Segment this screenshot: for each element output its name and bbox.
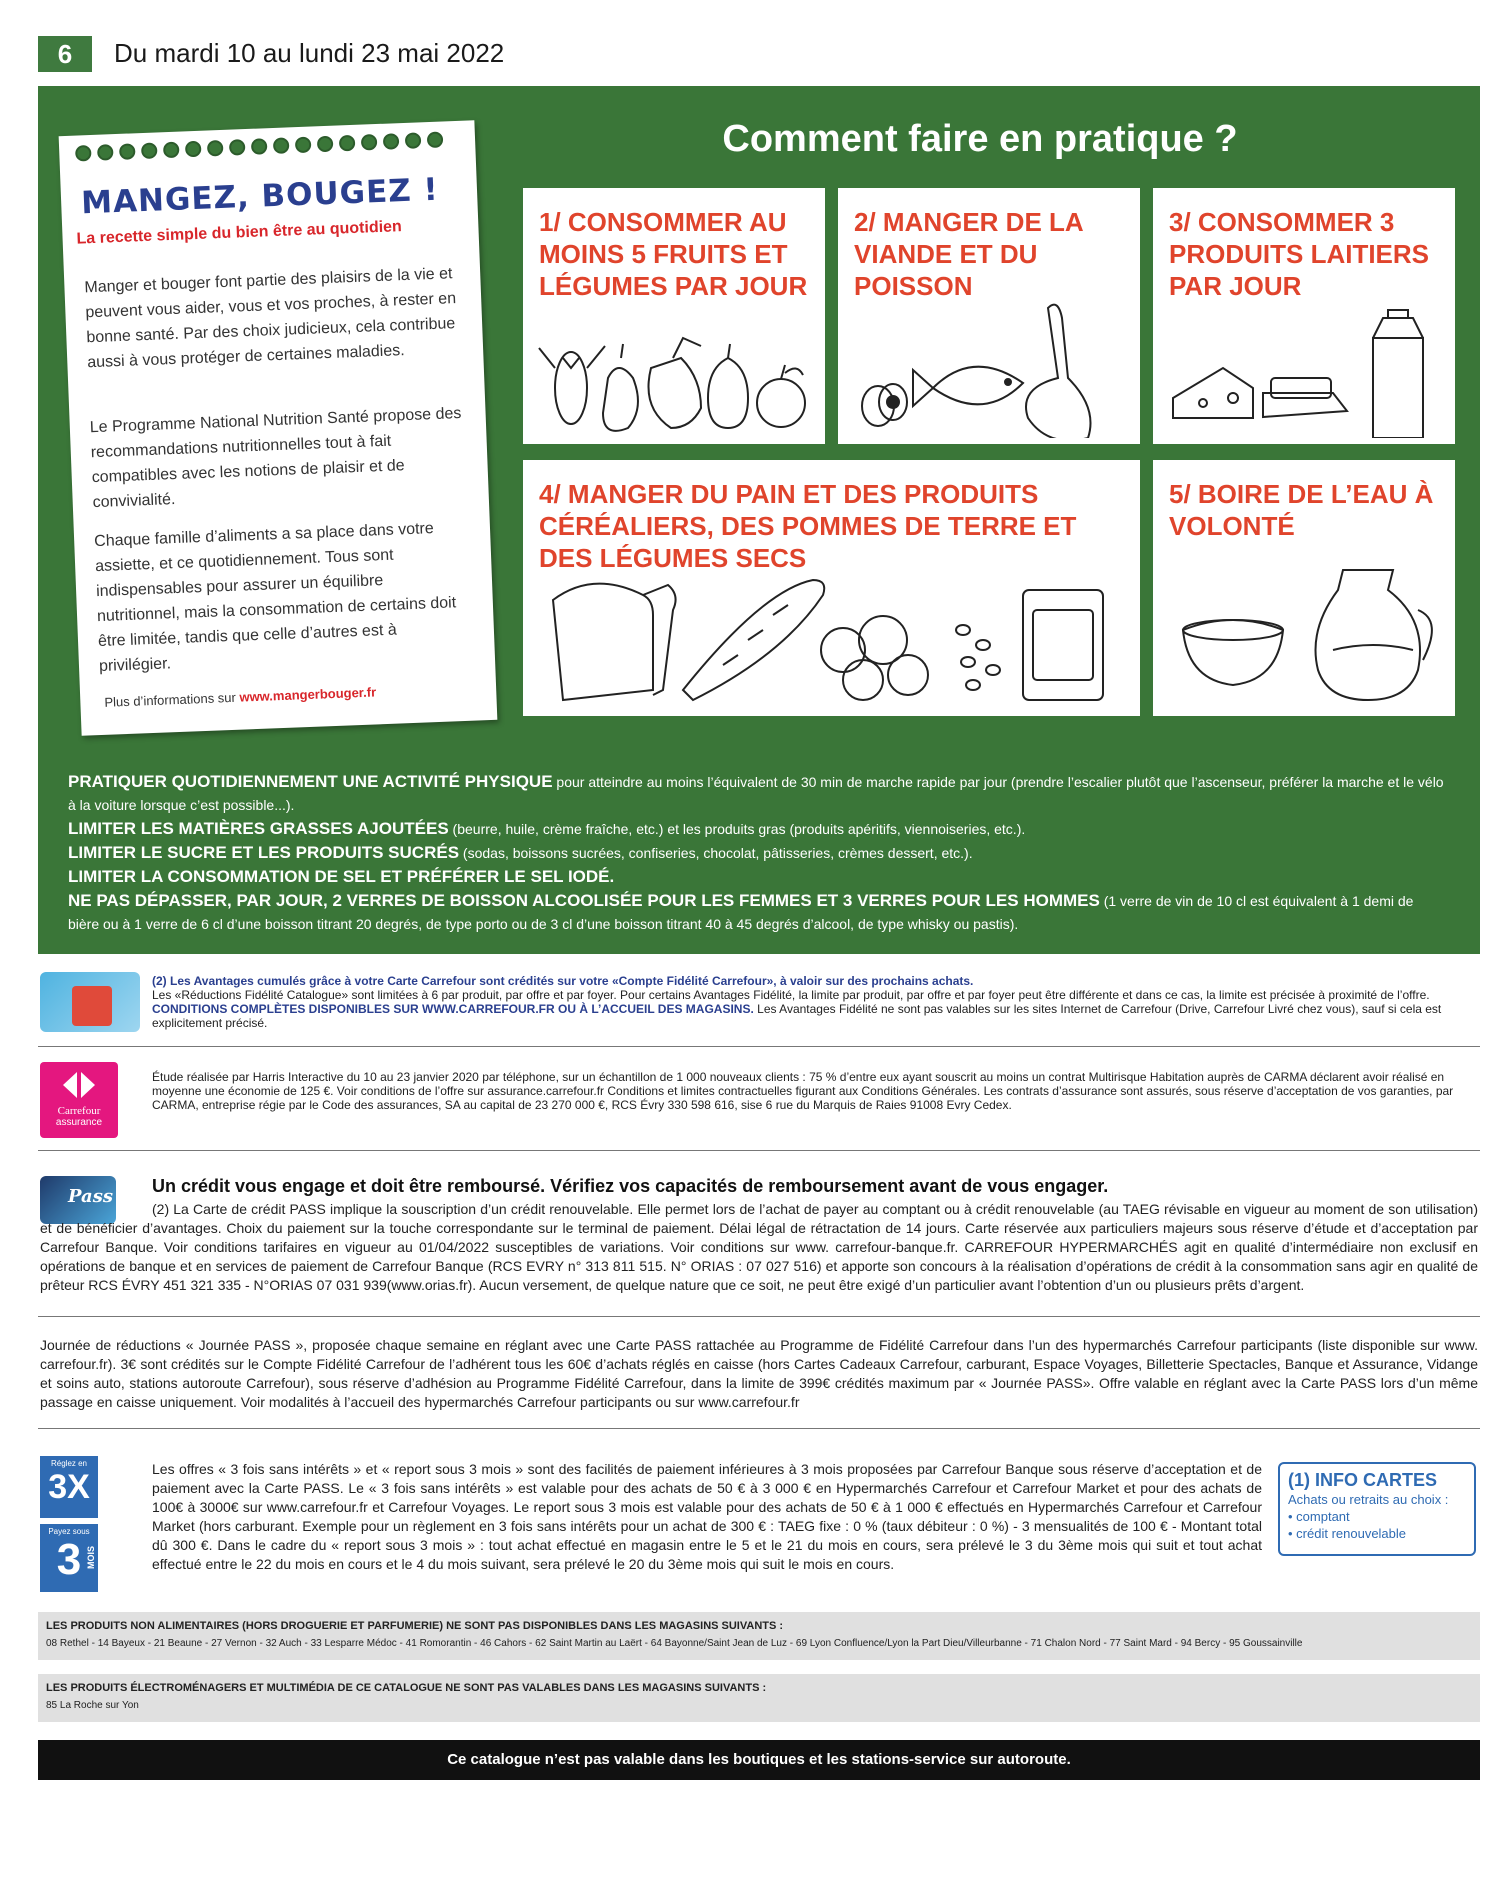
card-bread-cereals [523,460,1140,716]
meat-fish-icon [848,288,1133,438]
rule-bold: PRATIQUER QUOTIDIENNEMENT UNE ACTIVITÉ PHYSIQUE [68,772,553,791]
badge-3-mois [40,1524,98,1592]
carrefour-icon [59,1070,99,1100]
practice-title: Comment faire en pratique ? [722,118,1238,160]
rule-sugar [68,841,1448,865]
info-line: Achats ou retraits au choix : [1288,1492,1449,1507]
assurance-notice: Étude réalisée par Harris Interactive du 10 au 23 janvier 2020 par téléphone, sur un échantillon de 1 000 nouveaux clients : 75 % d’entre eux ayant souscrit au moins un contrat Multirisque Habitation auprès de CARMA déclarent avoir réalisé en moyenne une économie de 125 €. Voir conditions de l’offre sur assurance.carrefour.fr Conditions et limites contractuelles figurant aux Conditions Générales. Les contrats d’assurance sont assurés, sous réserve d’acceptation de vos garanties, par CARMA, entreprise régie par le Code des assurances, SA au capital de 23 270 000 €, RCS Évry 330 598 616, sise 6 rue du Marquis de Raies 91008 Evry Cedex. [152,1070,1454,1112]
rule-text: pour atteindre au moins l’équivalent de 30 min de marche rapide par jour (prendre l’escalier plutôt que l’ascenseur, préférer la marche et le vélo à la voiture lorsque c’est possible...). [68,774,1444,813]
rule-bold: LIMITER LES MATIÈRES GRASSES AJOUTÉES [68,819,449,838]
exclusion-title: LES PRODUITS ÉLECTROMÉNAGERS ET MULTIMÉDIA DE CE CATALOGUE NE SONT PAS VALABLES DANS LES MAGASINS SUIVANTS : [46,1682,767,1694]
card-title: 3/ CONSOMMER 3 PRODUITS LAITIERS PAR JOUR [1169,207,1430,301]
card-fruits-vegetables [523,188,825,444]
divider [38,1428,1480,1429]
note-more-info [104,684,376,709]
info-line: • crédit renouvelable [1288,1526,1407,1541]
note-subtitle: La recette simple du bien être au quotidien [76,218,403,248]
page-number: 6 [38,36,92,72]
logo-line2: assurance [55,1117,103,1128]
badge-big: 3X [48,1468,90,1506]
rule-text: (beurre, huile, crème fraîche, etc.) et les produits gras (produits apéritifs, viennoiseries, etc.). [448,821,1026,837]
card-title: 1/ CONSOMMER AU MOINS 5 FRUITS ET LÉGUMES PAR JOUR [539,207,808,301]
fidelity-line3-rest: Les Avantages Fidélité ne sont pas valables sur les sites Internet de Carrefour (Drive, Carrefour Livré chez vous), sauf si cela est explicitement précisé. [152,1002,1442,1030]
exclusion-title: LES PRODUITS NON ALIMENTAIRES (HORS DROGUERIE ET PARFUMERIE) NE SONT PAS DISPONIBLES DANS LES MAGASINS SUIVANTS : [46,1620,784,1632]
rule-bold: LIMITER LE SUCRE ET LES PRODUITS SUCRÉS [68,843,460,862]
badge-top-label: Réglez en [50,1459,88,1468]
paiement-notice: Les offres « 3 fois sans intérêts » et « report sous 3 mois » sont des facilités de paiement inférieures à 3 mois proposées par Carrefour Banque sous réserve d’acceptation et de paiement avec la Carte PASS. Le « 3 fois sans intérêts » est valable pour des achats de 50 € à 3 000 € en Hypermarchés Carrefour et Carrefour Market et pour des achats de 100€ à 3000€ sur www.carrefour.fr et Carrefour Voyages. Le report sous 3 mois est valable pour des achats de 50 € à 1 000 € effectués en Hypermarchés Carrefour et Carrefour Market (hors carburant. Exemple pour un règlement en 3 fois sans intérêts pour un achat de 300 € : TAEG fixe : 0 % (taux débiteur : 0 %) - 3 mensualités de 100 € - Montant total dû 300 €. Dans le cadre du « report sous 3 mois » : tout achat effectué en magasin entre le 5 et le 21 du mois en cours, sera prélevé le 3 du 3ème mois qui suit et tout achat effectué entre le 22 du mois en cours et le 4 du mois suivant, sera prélevé le 20 du 3ème mois qui suit le mois en cours. [152,1461,1262,1572]
badge-3x [40,1456,98,1518]
fruits-vegetables-icon [533,328,818,438]
fidelity-notice [152,974,1478,1030]
notepad-card [59,120,498,736]
card-dairy [1153,188,1455,444]
fidelity-line3-bold: CONDITIONS COMPLÈTES DISPONIBLES SUR WWW.CARREFOUR.FR OU À L’ACCUEIL DES MAGASINS. [152,1002,754,1016]
rule-activity [68,770,1448,817]
rule-text: (sodas, boissons sucrées, confiseries, chocolat, pâtisseries, crèmes dessert, etc.). [459,845,973,861]
footer-bar: Ce catalogue n’est pas valable dans les boutiques et les stations-service sur autoroute. [38,1740,1480,1780]
badge-side: MOIS [86,1546,96,1570]
dairy-products-icon [1163,298,1448,438]
info-cartes-box [1278,1462,1476,1556]
non-food-exclusions [38,1612,1480,1660]
rule-text: (1 verre de vin de 10 cl est équivalent à 1 demi de bière ou à 1 verre de 6 cl d’une boisson titrant 20 degrés, de type porto ou de 3 cl d’une boisson titrant 40 à 45 degrés d’alcool, de type whisky ou pastis). [68,893,1414,932]
divider [38,1150,1480,1151]
fidelity-line1: (2) Les Avantages cumulés grâce à votre Carte Carrefour sont crédités sur votre «Compte Fidélité Carrefour», à valoir sur des prochains achats. [152,974,974,988]
info-line: • comptant [1288,1509,1350,1524]
info-title: (1) INFO CARTES [1288,1470,1438,1490]
note-paragraph-3: Chaque famille d’aliments a sa place dans votre assiette, et ce quotidiennement. Tous sont indispensables pour assurer un équilibre nutritionnel, mais la consommation de certains doit être limitée, tandis que celle d’autres est à privilégier. [93,520,457,676]
divider [38,1316,1480,1317]
card-title: 4/ MANGER DU PAIN ET DES PRODUITS CÉRÉALIERS, DES POMMES DE TERRE ET DES LÉGUMES SECS [539,479,1077,573]
fidelity-line3 [152,1002,1478,1030]
logo-line1: Carrefour [57,1105,101,1117]
health-rules [68,770,1448,936]
exclusion-list: 85 La Roche sur Yon [46,1700,139,1711]
card-logo [72,986,112,1026]
badge-big: 3 [56,1535,82,1584]
divider [38,1046,1480,1047]
card-title: 5/ BOIRE DE L’EAU À VOLONTÉ [1169,479,1434,541]
date-range: Du mardi 10 au lundi 23 mai 2022 [114,38,505,68]
card-water [1153,460,1455,716]
credit-notice: (2) La Carte de crédit PASS implique la souscription d’un crédit renouvelable. Elle permet lors de l’achat de payer au comptant ou à crédit renouvelable (au TAEG révisable en vigueur au moment de son utilisation) et de bénéficier d’avantages. Choix du paiement sur la touche correspondante sur le terminal de paiement. Délai légal de rétractation de 14 jours. Carte réservée aux particuliers majeurs sous réserve d’étude et d’acceptation par Carrefour Banque. Voir conditions tarifaires en vigueur au 01/04/2022 susceptibles de variations. Voir conditions sur www. carrefour-banque.fr. CARREFOUR HYPERMARCHÉS agit en qualité d’intermédiaire non exclusif en opérations de banque et en services de paiement de Carrefour Banque (RCS EVRY n° 313 811 515. N° ORIAS : 07 027 516) et apporte son concours à la réalisation d’opérations de crédit à la consommation sans agir en qualité de prêteur RCS ÉVRY 451 321 335 - N°ORIAS 07 031 939(www.orias.fr). Aucun versement, de quelque nature que ce soit, ne peut être exigé d’un particulier avant l’obtention d’un ou plusieurs prêts d’argent. [40,1201,1478,1293]
carrefour-assurance-logo [40,1062,118,1138]
badge-top-label: Payez sous [48,1527,90,1536]
note-paragraph-1: Manger et bouger font partie des plaisirs de la vie et peuvent vous aider, vous et vos proches, à rester en bonne santé. Par des choix judicieux, cela contribue aussi à vous protéger de certaines maladies. [84,265,457,372]
note-paragraph-2: Le Programme National Nutrition Santé propose des recommandations nutritionnelles tout à fait compatibles avec les notions de plaisir et de convivialité. [89,404,462,512]
journee-pass-notice: Journée de réductions « Journée PASS », proposée chaque semaine en réglant avec une Carte PASS rattachée au Programme de Fidélité Carrefour dans l’un des hypermarchés Carrefour participants (liste disponible sur www. carrefour.fr). 3€ sont crédités sur le Compte Fidélité Carrefour de l’adhérent tous les 60€ d’achats réglés en caisse (hors Cartes Cadeaux Carrefour, carburant, Espace Voyages, Billetterie Spectacles, Banque et Assurance, Vidange et soins auto, stations autoroute Carrefour), sous réserve d’adhésion au Programme Fidélité Carrefour, dans la limite de 399€ crédités maximum par « Journée PASS». Offre valable en réglant avec la Carte PASS lors d’un même passage en caisse uniquement. Voir modalités à l’accueil des hypermarchés Carrefour participants ou sur www.carrefour.fr [40,1337,1478,1410]
pass-card-label: Pass [68,1186,113,1207]
rule-salt [68,865,1448,889]
note-title: MANGEZ, BOUGEZ ! [80,171,440,222]
more-prefix: Plus d’informations sur [104,689,240,710]
exclusion-list: 08 Rethel - 14 Bayeux - 21 Beaune - 27 Vernon - 32 Auch - 33 Lesparre Médoc - 41 Romorantin - 46 Cahors - 62 Saint Martin au Laërt - 64 Bayonne/Saint Jean de Luz - 69 Lyon Confluence/Lyon la Part Dieu/Villeurbanne - 71 Chalon Nord - 77 Saint Mard - 94 Bercy - 95 Goussainville [46,1638,1303,1649]
fidelity-line2: Les «Réductions Fidélité Catalogue» sont limitées à 6 par produit, par offre et par foyer. Pour certains Avantages Fidélité, la limite par produit, par offre et par foyer peut être différente et dans ce cas, la limite est précisée à proximité de l’offre. [152,988,1430,1002]
mangerbouger-link[interactable]: www.mangerbouger.fr [239,684,377,705]
card-title: 2/ MANGER DE LA VIANDE ET DU POISSON [854,207,1083,301]
spiral-binding [75,131,443,161]
rule-bold: LIMITER LA CONSOMMATION DE SEL ET PRÉFÉRER LE SEL IODÉ. [68,867,615,886]
fidelity-card-image [40,972,140,1032]
credit-headline: Un crédit vous engage et doit être remboursé. Vérifiez vos capacités de remboursement avant de vous engager. [152,1176,1109,1196]
rule-alcohol [68,889,1448,936]
bread-cereals-icon [543,570,1123,710]
rule-fats [68,817,1448,841]
water-jug-icon [1163,550,1448,710]
electro-exclusions [38,1674,1480,1722]
rule-bold: NE PAS DÉPASSER, PAR JOUR, 2 VERRES DE BOISSON ALCOOLISÉE POUR LES FEMMES ET 3 VERRES POUR LES HOMMES [68,891,1100,910]
card-meat-fish [838,188,1140,444]
